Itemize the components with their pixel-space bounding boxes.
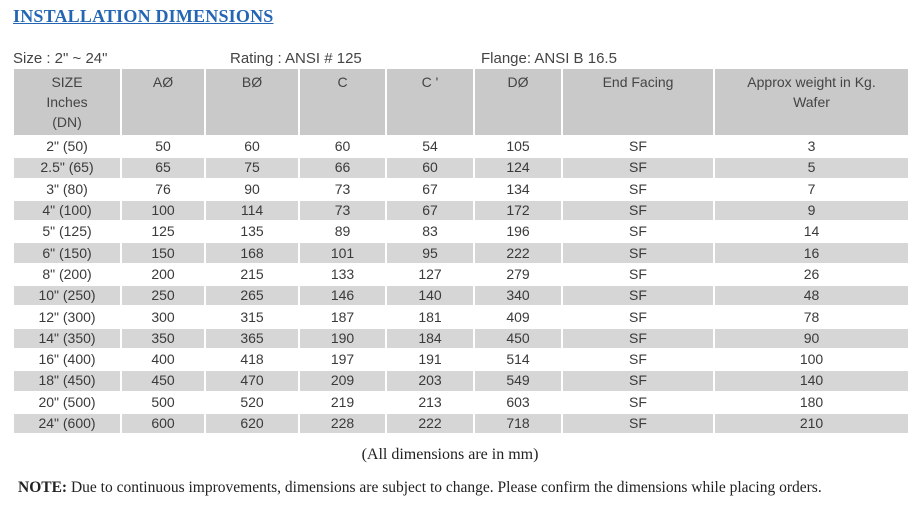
cell-a-dia: 50 xyxy=(122,137,204,158)
cell-a-dia: 600 xyxy=(122,414,204,435)
cell-c-prime: 222 xyxy=(387,414,473,435)
table-row xyxy=(14,307,908,328)
col-header-line: Approx weight in Kg. xyxy=(747,74,876,90)
col-header-line: Inches xyxy=(46,94,88,110)
table-row xyxy=(14,393,908,414)
cell-size: 8" (200) xyxy=(14,265,120,286)
cell-weight: 210 xyxy=(715,414,908,435)
cell-end-facing: SF xyxy=(563,393,713,414)
cell-c: 228 xyxy=(300,414,385,435)
cell-a-dia: 65 xyxy=(122,158,204,179)
cell-end-facing: SF xyxy=(563,201,713,222)
cell-c: 190 xyxy=(300,329,385,350)
table-row xyxy=(14,180,908,201)
cell-c-prime: 184 xyxy=(387,329,473,350)
cell-end-facing: SF xyxy=(563,265,713,286)
table-row xyxy=(14,265,908,286)
cell-weight: 5 xyxy=(715,158,908,179)
cell-end-facing: SF xyxy=(563,307,713,328)
cell-weight: 14 xyxy=(715,222,908,243)
cell-c: 146 xyxy=(300,286,385,307)
cell-d-dia: 603 xyxy=(475,393,561,414)
cell-c-prime: 127 xyxy=(387,265,473,286)
cell-c: 60 xyxy=(300,137,385,158)
cell-b-dia: 418 xyxy=(206,350,298,371)
col-header-line: AØ xyxy=(152,74,174,90)
cell-size: 18" (450) xyxy=(14,371,120,392)
table-header-row xyxy=(14,69,908,137)
cell-weight: 16 xyxy=(715,243,908,264)
table-row xyxy=(14,201,908,222)
cell-b-dia: 215 xyxy=(206,265,298,286)
cell-d-dia: 450 xyxy=(475,329,561,350)
cell-c: 219 xyxy=(300,393,385,414)
cell-c-prime: 60 xyxy=(387,158,473,179)
table-row xyxy=(14,137,908,158)
dimensions-table xyxy=(12,69,910,435)
col-header-c-prime xyxy=(387,69,473,137)
cell-weight: 180 xyxy=(715,393,908,414)
cell-b-dia: 315 xyxy=(206,307,298,328)
flange-label: Flange: ANSI B 16.5 xyxy=(481,50,617,67)
col-header-size xyxy=(14,69,120,137)
cell-c: 73 xyxy=(300,201,385,222)
cell-b-dia: 620 xyxy=(206,414,298,435)
cell-c-prime: 67 xyxy=(387,201,473,222)
cell-d-dia: 222 xyxy=(475,243,561,264)
cell-a-dia: 400 xyxy=(122,350,204,371)
table-row xyxy=(14,243,908,264)
cell-c: 209 xyxy=(300,371,385,392)
cell-b-dia: 135 xyxy=(206,222,298,243)
cell-end-facing: SF xyxy=(563,371,713,392)
cell-c: 197 xyxy=(300,350,385,371)
cell-b-dia: 90 xyxy=(206,180,298,201)
cell-a-dia: 125 xyxy=(122,222,204,243)
cell-a-dia: 150 xyxy=(122,243,204,264)
cell-size: 10" (250) xyxy=(14,286,120,307)
col-header-line: BØ xyxy=(241,74,263,90)
table-row xyxy=(14,286,908,307)
cell-size: 24" (600) xyxy=(14,414,120,435)
cell-c: 133 xyxy=(300,265,385,286)
cell-weight: 78 xyxy=(715,307,908,328)
col-header-weight xyxy=(715,69,908,137)
cell-size: 2" (50) xyxy=(14,137,120,158)
cell-b-dia: 114 xyxy=(206,201,298,222)
cell-size: 20" (500) xyxy=(14,393,120,414)
cell-c-prime: 213 xyxy=(387,393,473,414)
page-heading: INSTALLATION DIMENSIONS xyxy=(13,6,274,26)
col-header-line: SIZE xyxy=(51,74,83,90)
cell-c: 66 xyxy=(300,158,385,179)
cell-end-facing: SF xyxy=(563,243,713,264)
cell-a-dia: 100 xyxy=(122,201,204,222)
cell-weight: 90 xyxy=(715,329,908,350)
cell-b-dia: 75 xyxy=(206,158,298,179)
cell-end-facing: SF xyxy=(563,414,713,435)
col-header-end-facing xyxy=(563,69,713,137)
cell-size: 2.5" (65) xyxy=(14,158,120,179)
table-row xyxy=(14,414,908,435)
cell-weight: 100 xyxy=(715,350,908,371)
cell-d-dia: 549 xyxy=(475,371,561,392)
cell-c-prime: 95 xyxy=(387,243,473,264)
cell-b-dia: 265 xyxy=(206,286,298,307)
col-header-a-dia xyxy=(122,69,204,137)
col-header-line: End Facing xyxy=(602,74,674,90)
cell-c-prime: 203 xyxy=(387,371,473,392)
cell-c-prime: 54 xyxy=(387,137,473,158)
cell-a-dia: 200 xyxy=(122,265,204,286)
cell-c: 187 xyxy=(300,307,385,328)
cell-c: 89 xyxy=(300,222,385,243)
rating-label: Rating : ANSI # 125 xyxy=(230,50,362,67)
cell-end-facing: SF xyxy=(563,286,713,307)
cell-c-prime: 181 xyxy=(387,307,473,328)
cell-c-prime: 191 xyxy=(387,350,473,371)
cell-d-dia: 105 xyxy=(475,137,561,158)
cell-b-dia: 168 xyxy=(206,243,298,264)
cell-weight: 48 xyxy=(715,286,908,307)
cell-d-dia: 340 xyxy=(475,286,561,307)
table-row xyxy=(14,222,908,243)
cell-weight: 9 xyxy=(715,201,908,222)
table-row xyxy=(14,329,908,350)
cell-d-dia: 514 xyxy=(475,350,561,371)
cell-c-prime: 67 xyxy=(387,180,473,201)
cell-a-dia: 250 xyxy=(122,286,204,307)
cell-size: 14" (350) xyxy=(14,329,120,350)
cell-c: 73 xyxy=(300,180,385,201)
cell-weight: 140 xyxy=(715,371,908,392)
size-range-label: Size : 2" ~ 24" xyxy=(13,50,108,67)
cell-c-prime: 83 xyxy=(387,222,473,243)
cell-d-dia: 409 xyxy=(475,307,561,328)
table-row xyxy=(14,350,908,371)
table-body xyxy=(14,137,908,435)
cell-d-dia: 279 xyxy=(475,265,561,286)
col-header-line: (DN) xyxy=(52,114,82,130)
note-text: Due to continuous improvements, dimensions are subject to change. Please confirm the dimensions while placing orders. xyxy=(67,479,822,496)
cell-b-dia: 520 xyxy=(206,393,298,414)
cell-size: 3" (80) xyxy=(14,180,120,201)
table-row xyxy=(14,158,908,179)
col-header-b-dia xyxy=(206,69,298,137)
cell-b-dia: 470 xyxy=(206,371,298,392)
cell-b-dia: 365 xyxy=(206,329,298,350)
cell-size: 16" (400) xyxy=(14,350,120,371)
cell-d-dia: 172 xyxy=(475,201,561,222)
cell-end-facing: SF xyxy=(563,180,713,201)
cell-c: 101 xyxy=(300,243,385,264)
note-paragraph xyxy=(18,479,822,497)
cell-a-dia: 500 xyxy=(122,393,204,414)
cell-end-facing: SF xyxy=(563,158,713,179)
cell-size: 12" (300) xyxy=(14,307,120,328)
col-header-c xyxy=(300,69,385,137)
cell-size: 6" (150) xyxy=(14,243,120,264)
cell-a-dia: 300 xyxy=(122,307,204,328)
cell-weight: 3 xyxy=(715,137,908,158)
cell-b-dia: 60 xyxy=(206,137,298,158)
col-header-line: C xyxy=(337,74,348,90)
col-header-d-dia xyxy=(475,69,561,137)
col-header-line: C ' xyxy=(421,74,439,90)
cell-a-dia: 450 xyxy=(122,371,204,392)
cell-a-dia: 350 xyxy=(122,329,204,350)
col-header-line: Wafer xyxy=(793,94,830,110)
cell-weight: 7 xyxy=(715,180,908,201)
cell-end-facing: SF xyxy=(563,137,713,158)
cell-a-dia: 76 xyxy=(122,180,204,201)
cell-weight: 26 xyxy=(715,265,908,286)
cell-d-dia: 134 xyxy=(475,180,561,201)
cell-end-facing: SF xyxy=(563,329,713,350)
cell-size: 4" (100) xyxy=(14,201,120,222)
units-footnote: (All dimensions are in mm) xyxy=(361,446,539,463)
cell-c-prime: 140 xyxy=(387,286,473,307)
col-header-line: DØ xyxy=(507,74,529,90)
cell-end-facing: SF xyxy=(563,222,713,243)
table-row xyxy=(14,371,908,392)
cell-size: 5" (125) xyxy=(14,222,120,243)
cell-d-dia: 196 xyxy=(475,222,561,243)
cell-d-dia: 718 xyxy=(475,414,561,435)
note-label: NOTE: xyxy=(18,479,68,496)
cell-end-facing: SF xyxy=(563,350,713,371)
cell-d-dia: 124 xyxy=(475,158,561,179)
